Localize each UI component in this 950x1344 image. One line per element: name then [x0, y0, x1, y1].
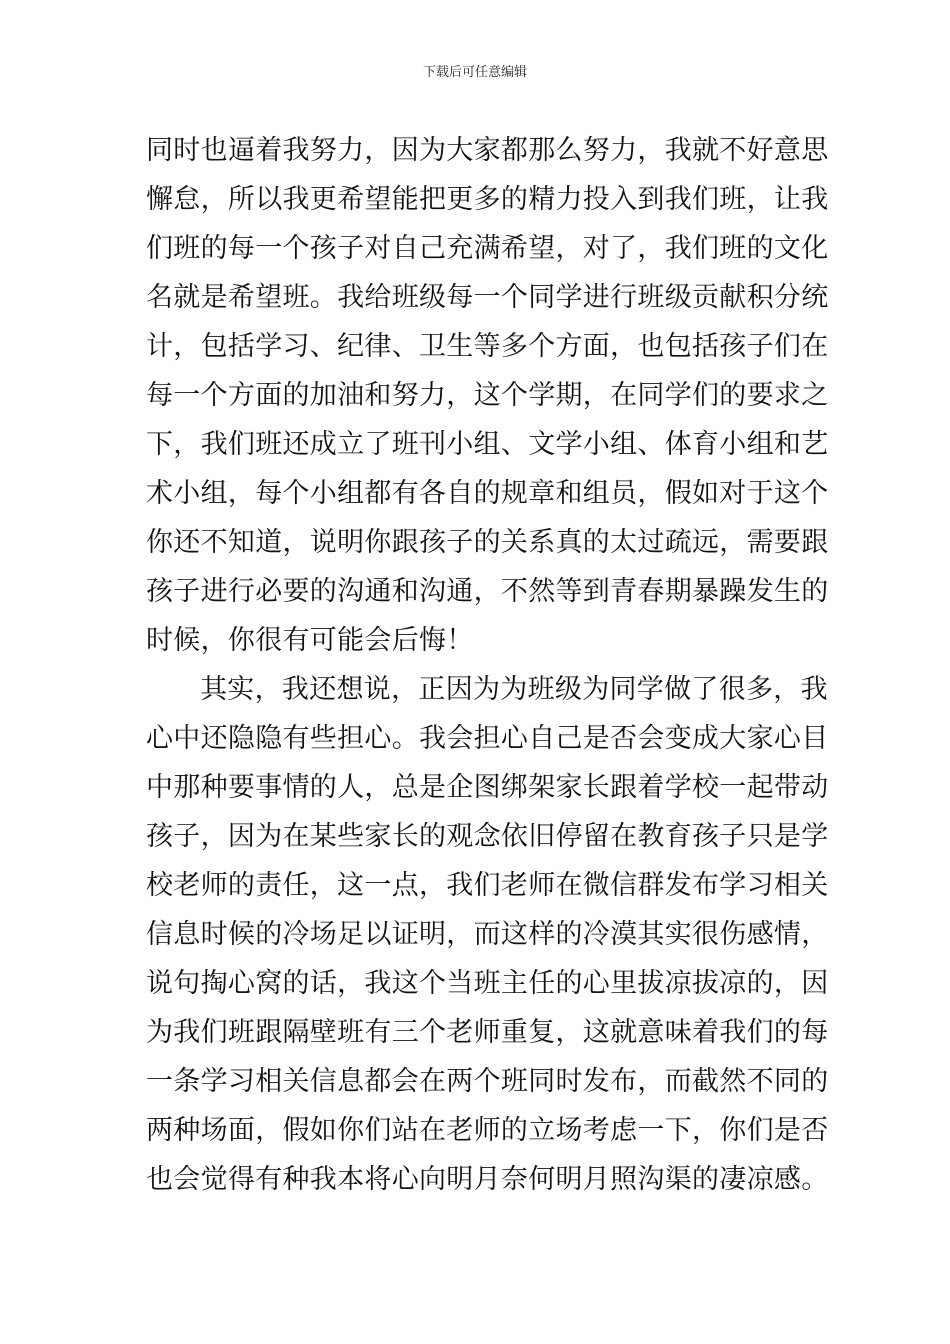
text-line: 中那种要事情的人，总是企图绑架家长跟着学校一起带动	[146, 772, 829, 803]
paragraph-1	[146, 126, 829, 665]
text-line: 懈怠，所以我更希望能把更多的精力投入到我们班，让我	[146, 184, 829, 215]
text-line: 术小组，每个小组都有各自的规章和组员，假如对于这个	[146, 478, 829, 509]
page-header: 下载后可任意编辑	[422, 65, 527, 80]
text-line: 同时也逼着我努力，因为大家都那么努力，我就不好意思	[146, 135, 829, 166]
text-line: 孩子，因为在某些家长的观念依旧停留在教育孩子只是学	[146, 821, 829, 852]
text-line: 两种场面，假如你们站在老师的立场考虑一下，你们是否	[146, 1115, 829, 1146]
text-line: 每一个方面的加油和努力，这个学期，在同学们的要求之	[146, 380, 829, 411]
text-line-indented: 其实，我还想说，正因为为班级为同学做了很多，我	[200, 674, 828, 705]
text-line: 们班的每一个孩子对自己充满希望，对了，我们班的文化	[146, 233, 829, 264]
text-line: 孩子进行必要的沟通和沟通，不然等到青春期暴躁发生的	[146, 576, 829, 607]
text-line: 计，包括学习、纪律、卫生等多个方面，也包括孩子们在	[146, 331, 829, 362]
paragraph-2	[146, 665, 829, 1204]
text-line: 说句掏心窝的话，我这个当班主任的心里拔凉拔凉的，因	[146, 968, 829, 999]
text-line: 心中还隐隐有些担心。我会担心自己是否会变成大家心目	[146, 723, 829, 754]
text-line: 一条学习相关信息都会在两个班同时发布，而截然不同的	[146, 1066, 829, 1097]
text-line: 校老师的责任，这一点，我们老师在微信群发布学习相关	[146, 870, 829, 901]
text-line: 信息时候的冷场足以证明，而这样的冷漠其实很伤感情，	[146, 919, 829, 950]
text-line: 也会觉得有种我本将心向明月奈何明月照沟渠的凄凉感。	[146, 1164, 829, 1195]
text-line: 名就是希望班。我给班级每一个同学进行班级贡献积分统	[146, 282, 829, 313]
document-body	[146, 126, 829, 1204]
text-line: 下，我们班还成立了班刊小组、文学小组、体育小组和艺	[146, 429, 829, 460]
text-line: 时候，你很有可能会后悔！	[146, 625, 474, 656]
text-line: 为我们班跟隔壁班有三个老师重复，这就意味着我们的每	[146, 1017, 829, 1048]
text-line: 你还不知道，说明你跟孩子的关系真的太过疏远，需要跟	[146, 527, 829, 558]
